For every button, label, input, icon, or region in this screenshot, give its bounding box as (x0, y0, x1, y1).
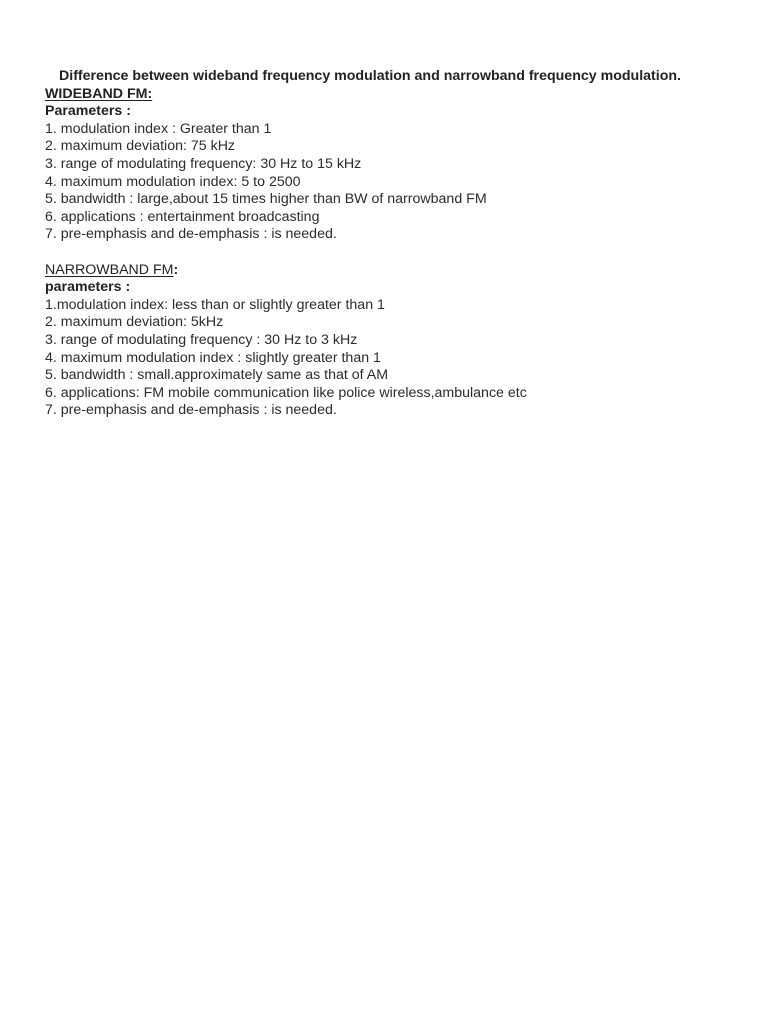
narrowband-item-5: 5. bandwidth : small.approximately same as that of AM (45, 367, 389, 384)
narrowband-heading-text: NARROWBAND FM (45, 261, 174, 278)
narrowband-item-7: 7. pre-emphasis and de-emphasis : is needed. (45, 402, 337, 419)
wideband-item-6: 6. applications : entertainment broadcasting (45, 208, 320, 225)
document-page (45, 68, 745, 420)
wideband-item-1: 1. modulation index : Greater than 1 (45, 120, 272, 137)
narrowband-heading (45, 262, 745, 280)
wideband-heading-text: WIDEBAND FM: (45, 85, 153, 102)
wideband-item-2: 2. maximum deviation: 75 kHz (45, 138, 236, 155)
narrowband-item-6: 6. applications: FM mobile communication like police wireless,ambulance etc (45, 384, 527, 401)
wideband-item-7: 7. pre-emphasis and de-emphasis : is needed. (45, 226, 337, 243)
wideband-heading (45, 86, 745, 104)
wideband-item-3: 3. range of modulating frequency: 30 Hz to 15 kHz (45, 155, 362, 172)
narrowband-item-1: 1.modulation index: less than or slightly greater than 1 (45, 296, 385, 313)
narrowband-item-3: 3. range of modulating frequency : 30 Hz to 3 kHz (45, 331, 358, 348)
narrowband-heading-colon: : (173, 261, 179, 278)
document-title: Difference between wideband frequency modulation and narrowband frequency modulation. (59, 68, 681, 84)
narrowband-item-2: 2. maximum deviation: 5kHz (45, 314, 224, 331)
section-spacer (45, 244, 745, 262)
wideband-item-4: 4. maximum modulation index: 5 to 2500 (45, 173, 301, 190)
wideband-parameters-label: Parameters : (45, 103, 131, 120)
wideband-item-5: 5. bandwidth : large,about 15 times higher than BW of narrowband FM (45, 191, 487, 208)
narrowband-item-4: 4. maximum modulation index : slightly greater than 1 (45, 349, 381, 366)
narrowband-parameters-label: parameters : (45, 279, 131, 296)
